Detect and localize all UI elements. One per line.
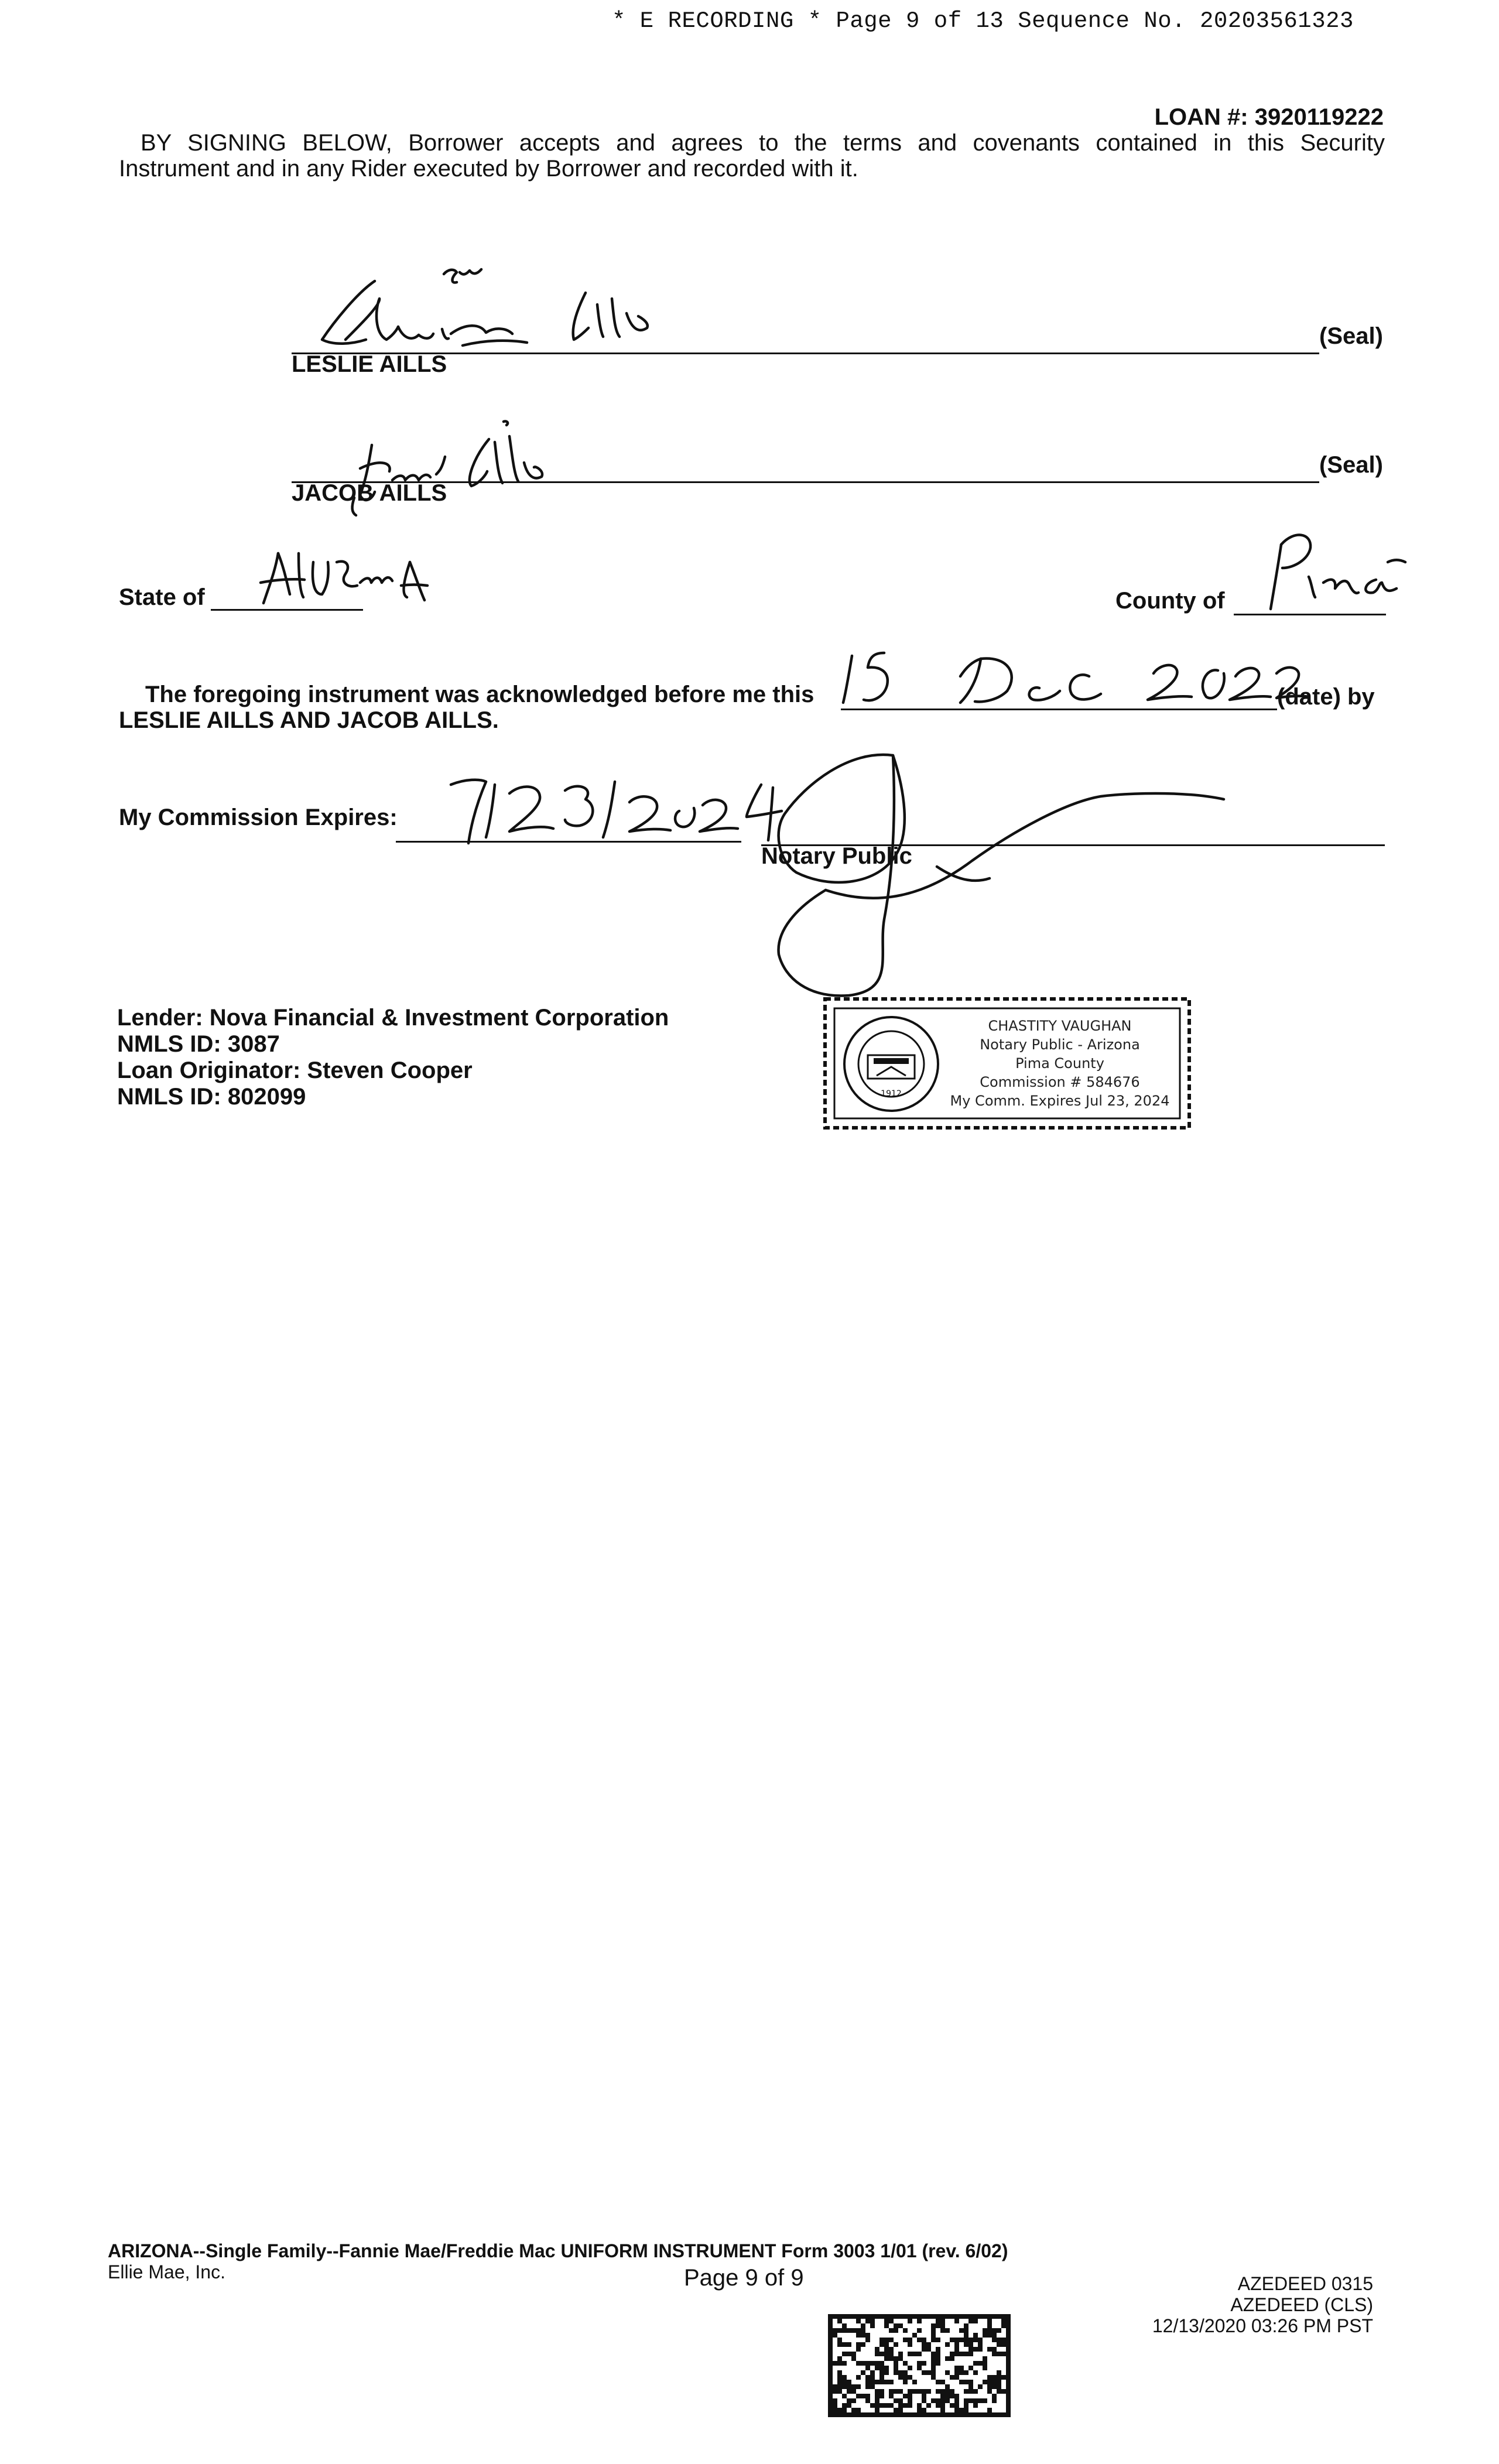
- notary-seal-name: CHASTITY VAUGHAN: [988, 1018, 1132, 1034]
- lender-nmls-id: NMLS ID: 3087: [117, 1031, 280, 1057]
- borrower-1-seal-label: (Seal): [1319, 323, 1383, 349]
- footer-page-number: Page 9 of 9: [684, 2265, 804, 2291]
- notary-seal-expires: My Comm. Expires Jul 23, 2024: [950, 1093, 1170, 1109]
- notary-seal-text: [943, 1017, 1177, 1110]
- notary-seal-commission: Commission # 584676: [980, 1074, 1140, 1090]
- borrower-1-name: LESLIE AILLS: [292, 351, 447, 377]
- acknowledgement-line-1: The foregoing instrument was acknowledged before me this: [145, 682, 814, 707]
- loan-number-value: 3920119222: [1254, 104, 1384, 130]
- notary-signature: [761, 744, 1241, 1001]
- notary-seal-county: Pima County: [1015, 1055, 1104, 1072]
- commission-expires-label: My Commission Expires:: [119, 805, 398, 830]
- lender-block: [117, 1005, 669, 1110]
- notary-seal-stamp: [823, 995, 1192, 1131]
- borrower-2-signature: [328, 416, 586, 515]
- notary-public-label: Notary Public: [761, 843, 912, 869]
- emblem-year: 1912: [881, 1089, 902, 1098]
- borrower-2-name: JACOB AILLS: [292, 480, 447, 506]
- intro-line-1: BY SIGNING BELOW, Borrower accepts and agrees to the terms and covenants contained in this Security: [141, 130, 1385, 156]
- footer-publisher: Ellie Mae, Inc.: [108, 2261, 225, 2282]
- county-handwriting: [1236, 527, 1411, 615]
- arizona-state-emblem: [841, 1014, 941, 1114]
- footer-form-title: ARIZONA--Single Family--Fannie Mae/Freddie Mac UNIFORM INSTRUMENT Form 3003 1/01 (rev. 6/02): [108, 2240, 1008, 2261]
- loan-number-label: LOAN #:: [1154, 104, 1248, 130]
- footer-codes: [1148, 2273, 1373, 2336]
- acknowledgement-date-suffix: (date) by: [1277, 684, 1375, 710]
- lender-name: Lender: Nova Financial & Investment Corporation: [117, 1005, 669, 1031]
- recording-stamp: * E RECORDING * Page 9 of 13 Sequence No. 20203561323: [612, 8, 1354, 34]
- borrower-2-seal-label: (Seal): [1319, 452, 1383, 478]
- acknowledgement-date-handwriting: [831, 632, 1312, 714]
- document-barcode: [828, 2314, 1011, 2417]
- loan-originator-nmls-id: NMLS ID: 802099: [117, 1084, 306, 1110]
- state-label: State of: [119, 584, 205, 610]
- loan-originator-name: Loan Originator: Steven Cooper: [117, 1058, 473, 1083]
- footer-timestamp: 12/13/2020 03:26 PM PST: [1152, 2315, 1373, 2336]
- state-handwriting: [234, 539, 480, 615]
- footer-code-2: AZEDEED (CLS): [1230, 2294, 1373, 2315]
- intro-line-2: Instrument and in any Rider executed by Borrower and recorded with it.: [119, 156, 858, 182]
- acknowledgement-line-2: LESLIE AILLS AND JACOB AILLS.: [119, 707, 499, 733]
- county-label: County of: [1115, 588, 1225, 614]
- notary-seal-title: Notary Public - Arizona: [980, 1036, 1140, 1053]
- loan-number: [1155, 104, 1384, 131]
- borrower-1-signature: [310, 258, 673, 357]
- footer-code-1: AZEDEED 0315: [1237, 2273, 1373, 2294]
- commission-expires-handwriting: [427, 761, 790, 849]
